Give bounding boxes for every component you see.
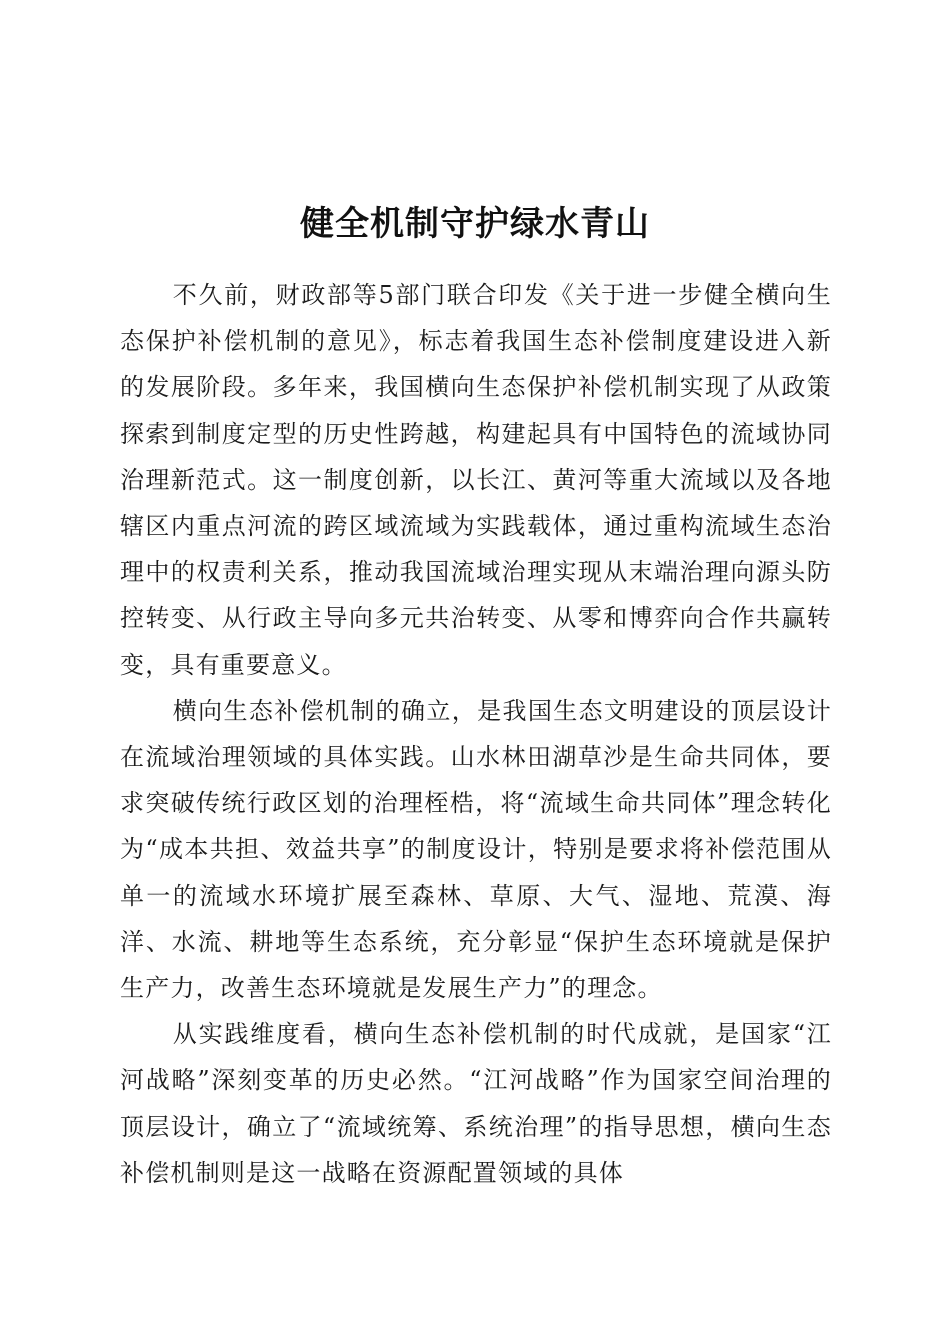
paragraph-2: 横向生态补偿机制的确立，是我国生态文明建设的顶层设计在流域治理领域的具体实践。山水林田湖草沙是生命共同体，要求突破传统行政区划的治理桎梏，将“流域生命共同体”理念转化为“成本共担、效益共享”的制度设计，特别是要求将补偿范围从单一的流域水环境扩展至森林、草原、大气、湿地、荒漠、海洋、水流、耕地等生态系统，充分彰显“保护生态环境就是保护生产力，改善生态环境就是发展生产力”的理念。: [120, 696, 832, 1003]
document-title: 健全机制守护绿水青山: [300, 203, 650, 244]
paragraph-1: 不久前，财政部等5部门联合印发《关于进一步健全横向生态保护补偿机制的意见》，标志着我国生态补偿制度建设进入新的发展阶段。多年来，我国横向生态保护补偿机制实现了从政策探索到制度定型的历史性跨越，构建起具有中国特色的流域协同治理新范式。这一制度创新，以长江、黄河等重大流域以及各地辖区内重点河流的跨区域流域为实践载体，通过重构流域生态治理中的权责利关系，推动我国流域治理实现从末端治理向源头防控转变、从行政主导向多元共治转变、从零和博弈向合作共赢转变，具有重要意义。: [120, 281, 832, 679]
paragraph-3: 从实践维度看，横向生态补偿机制的时代成就，是国家“江河战略”深刻变革的历史必然。“江河战略”作为国家空间治理的顶层设计，确立了“流域统筹、系统治理”的指导思想，横向生态补偿机制则是这一战略在资源配置领域的具体: [120, 1020, 832, 1187]
document-body: [120, 272, 832, 1196]
